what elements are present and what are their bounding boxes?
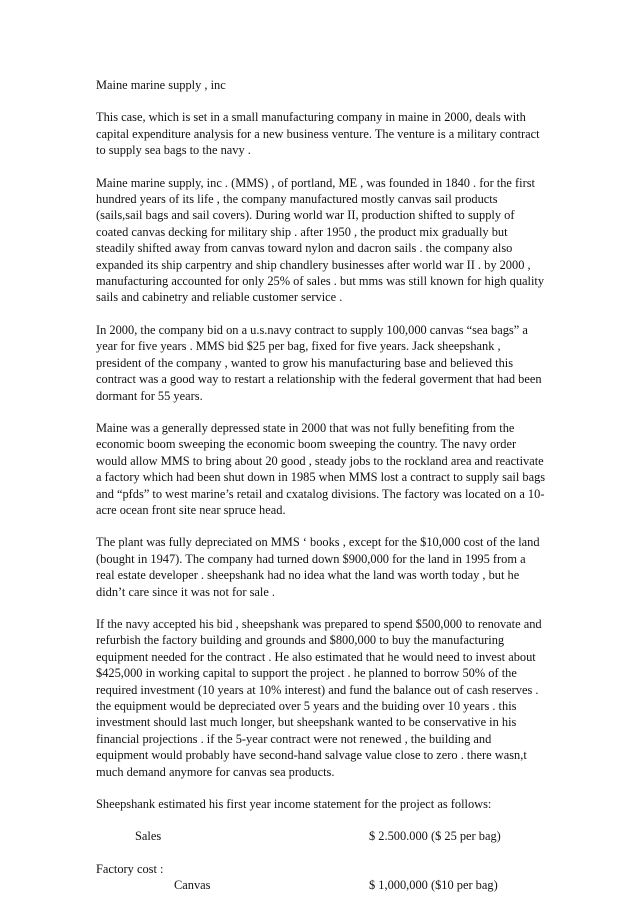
sales-label: Sales: [135, 829, 162, 844]
row-spacer: [96, 845, 546, 861]
income-row-canvas: [96, 877, 546, 893]
canvas-amount: $ 1,000,000 ($10 per bag): [369, 878, 498, 893]
factory-cost-label: Factory cost :: [96, 861, 164, 876]
income-row-sales: [96, 828, 546, 844]
paragraph-intro: This case, which is set in a small manufacturing company in maine in 2000, deals with capital expenditure analysis for a new business venture. The venture is a military contract to supply sea bags to the navy .: [96, 110, 540, 158]
document-body: [96, 77, 546, 894]
paragraph-plant-land: The plant was fully depreciated on MMS ‘ books , except for the $10,000 cost of the land (bought in 1947). The company had turned down $900,000 for the land in 1995 from a real estate developer . sheepshank had no idea what the land was worth today , but he didn’t care since it was not for sale .: [96, 535, 540, 599]
paragraph-investment: If the navy accepted his bid , sheepshank was prepared to spend $500,000 to renovate and refurbish the factory building and grounds and $800,000 to buy the manufacturing equipment needed for the contract . He also estimated that he would need to invest about $425,000 in working capital to support the project . he planned to borrow 50% of the required investment (10 years at 10% interest) and fund the balance out of cash reserves . the equipment would be depreciated over 5 years and the buiding over 10 years . this investment should last much longer, but sheepshank wanted to be conservative in his financial projections . if the 5-year contract were not renewed , the building and equipment would probably have second-hand salvage value close to zero . there wasn,t much demand anymore for canvas sea products.: [96, 616, 542, 779]
canvas-label: Canvas: [174, 878, 211, 893]
paragraph-income-intro: Sheepshank estimated his first year income statement for the project as follows:: [96, 797, 492, 812]
paragraph-navy-bid: In 2000, the company bid on a u.s.navy contract to supply 100,000 canvas “sea bags” a year for five years . MMS bid $25 per bag, fixed for five years. Jack sheepshank , president of the company , wanted to grow his manufacturing base and believed this contract was a good way to restart a relationship with the federal goverment that had been dormant for 55 years.: [96, 322, 542, 403]
income-row-factory-cost: [96, 861, 546, 877]
paragraph-maine-economy: Maine was a generally depressed state in 2000 that was not fully benefiting from the economic boom sweeping the economic boom sweeping the country. The navy order would allow MMS to bring about 20 good , steady jobs to the rockland area and reactivate a factory which had been shut down in 1985 when MMS lost a contract to supply sail bags and “pfds” to west marine’s retail and cxatalog divisions. The factory was located on a 10-acre ocean front site near spruce head.: [96, 420, 546, 517]
paragraph-company-history: Maine marine supply, inc . (MMS) , of portland, ME , was founded in 1840 . for the first hundred years of its life , the company manufactured mostly canvas sail products (sails,sail bags and sail covers). During world war II, production shifted to supply of coated canvas decking for military ship . after 1950 , the product mix gradually but steadily shifted away from canvas toward nylon and dacron sails . the company also expanded its ship carpentry and ship chandlery businesses after world war II . by 2000 , manufacturing accounted for only 25% of sales . but mms was still known for high quality sails and cabinetry and reliable customer service .: [96, 175, 545, 305]
sales-amount: $ 2.500.000 ($ 25 per bag): [369, 829, 501, 844]
document-title: Maine marine supply , inc: [96, 78, 226, 92]
